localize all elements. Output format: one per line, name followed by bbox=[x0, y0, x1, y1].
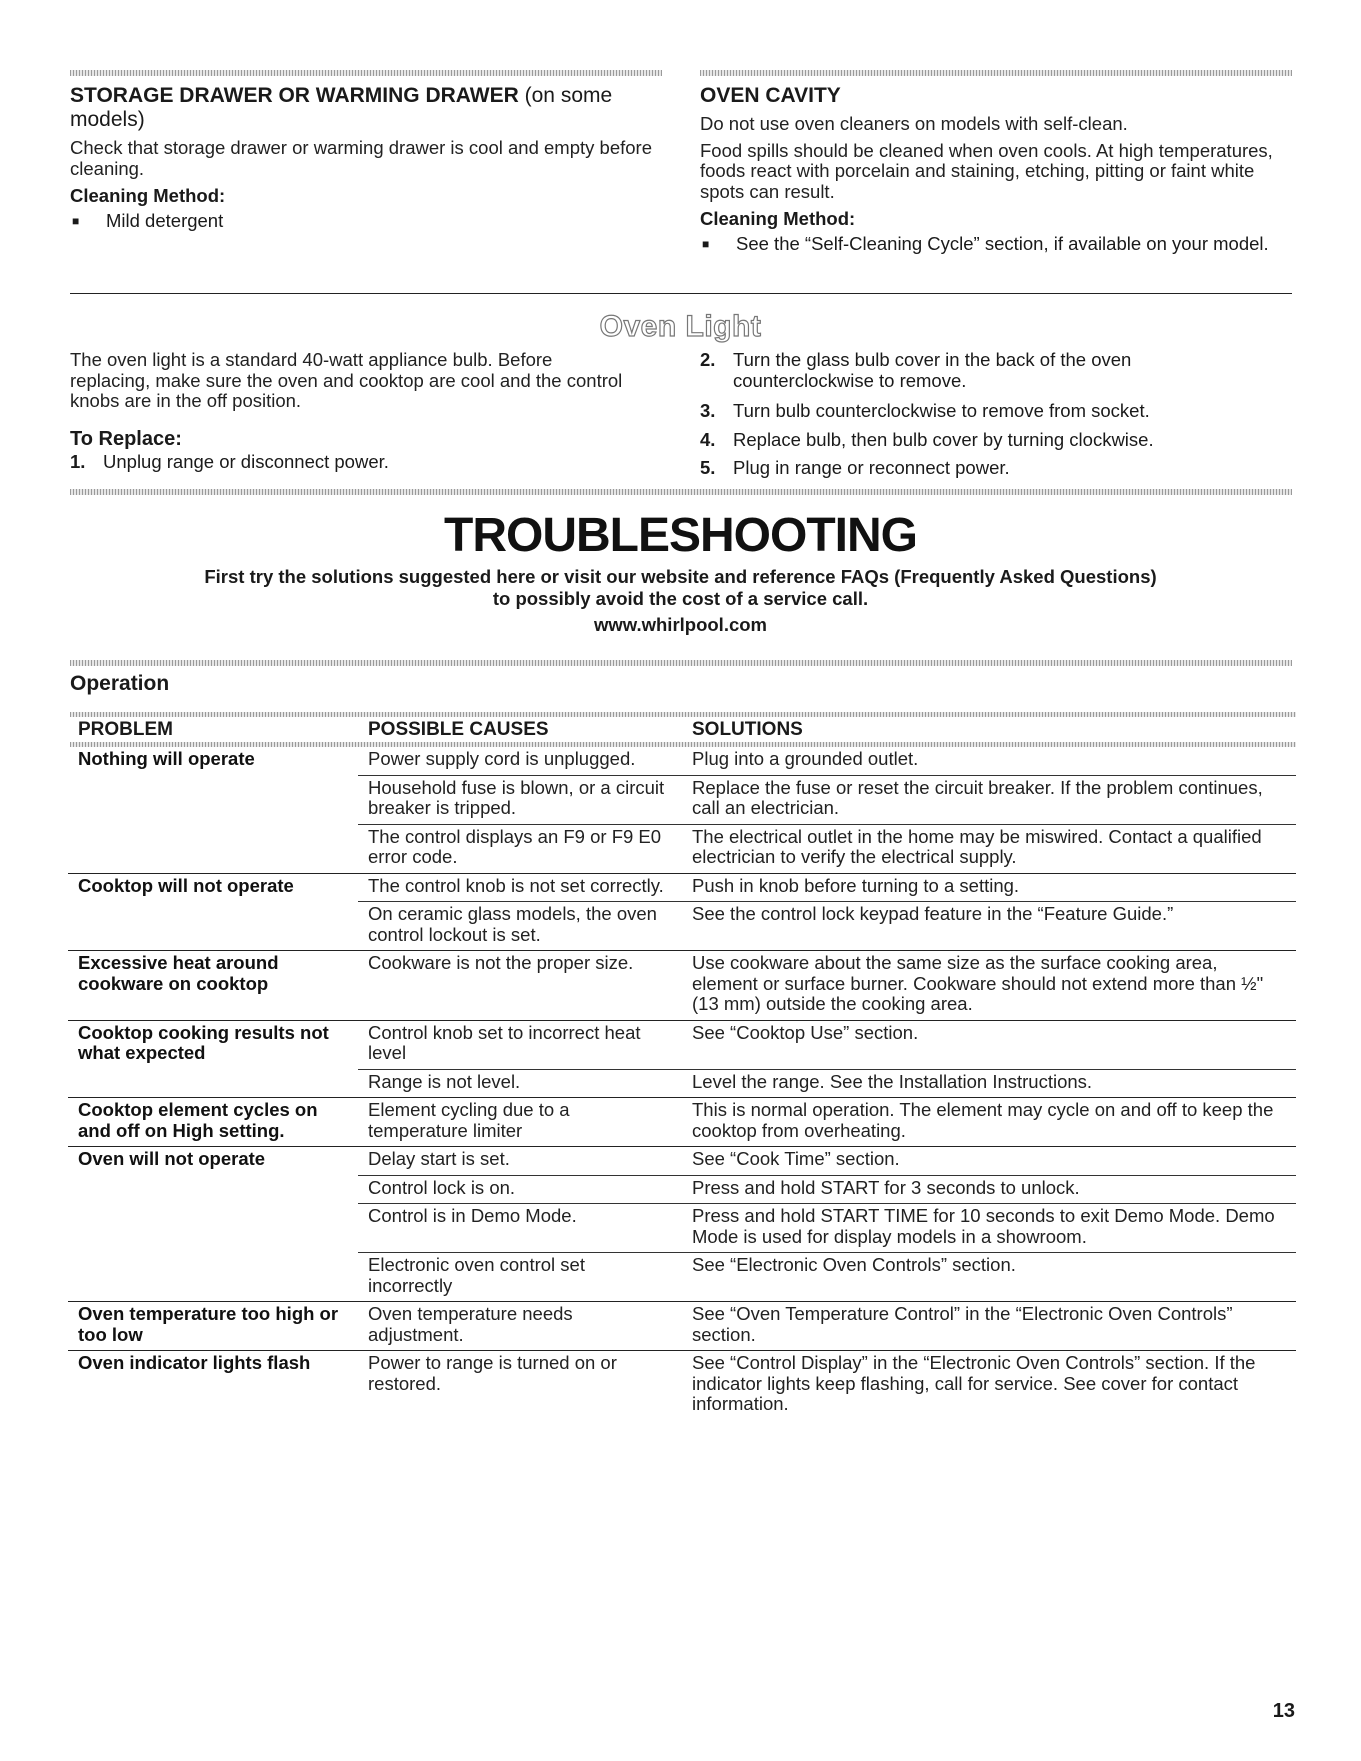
oven-light-right bbox=[700, 350, 1292, 487]
table-row: Range is not level. Level the range. See the Installation Instructions. bbox=[68, 1069, 1296, 1098]
list-item: 5. Plug in range or reconnect power. bbox=[700, 457, 1010, 478]
list-item: 2. Turn the glass bulb cover in the back of the oven counterclockwise to remove. bbox=[700, 349, 1132, 391]
storage-cleaning-method-label: Cleaning Method: bbox=[70, 185, 226, 206]
table-row: Household fuse is blown, or a circuit breaker is tripped. Replace the fuse or reset the circuit breaker. If the problem continues, call an electrician. bbox=[68, 775, 1296, 824]
troubleshooting-table-wrap bbox=[68, 716, 1296, 1420]
oven-light-title: Oven Light bbox=[599, 310, 762, 343]
table-row: Electronic oven control set incorrectly See “Electronic Oven Controls” section. bbox=[68, 1253, 1296, 1302]
top-hatch-right bbox=[700, 70, 1292, 76]
table-row: On ceramic glass models, the oven control lockout is set. See the control lock keypad feature in the “Feature Guide.” bbox=[68, 902, 1296, 951]
table-row: Oven temperature too high or too low Oven temperature needs adjustment. See “Oven Temperature Control” in the “Electronic Oven Controls” section. bbox=[68, 1302, 1296, 1351]
table-row: The control displays an F9 or F9 E0 error code. The electrical outlet in the home may be miswired. Contact a qualified electrician to verify the electrical supply. bbox=[68, 824, 1296, 873]
table-row: Oven will not operate Delay start is set. See “Cook Time” section. bbox=[68, 1147, 1296, 1176]
table-header-row bbox=[68, 716, 1296, 743]
oven-light-left bbox=[70, 350, 630, 480]
header-solutions: SOLUTIONS bbox=[692, 719, 803, 740]
table-row: Cooktop element cycles on and off on High setting. Element cycling due to a temperature limiter This is normal operation. The element may cycle on and off to keep the cooktop from overheating. bbox=[68, 1098, 1296, 1147]
table-row: Control is in Demo Mode. Press and hold START TIME for 10 seconds to exit Demo Mode. Demo Mode is used for display models in a showroom. bbox=[68, 1204, 1296, 1253]
oven-cavity-cleaning-method-label: Cleaning Method: bbox=[700, 208, 856, 229]
oven-cavity-section bbox=[700, 84, 1292, 255]
troubleshooting-intro: First try the solutions suggested here or visit our website and reference FAQs (Frequently Asked Questions) to possibly avoid the cost of a service call. www.whirlpool.com bbox=[0, 566, 1361, 636]
list-item: ■ See the “Self-Cleaning Cycle” section, if available on your model. bbox=[702, 233, 1269, 254]
header-causes: POSSIBLE CAUSES bbox=[368, 719, 549, 740]
square-bullet-icon: ■ bbox=[702, 237, 710, 251]
table-row: Control lock is on. Press and hold START for 3 seconds to unlock. bbox=[68, 1175, 1296, 1204]
operation-label: Operation bbox=[70, 672, 170, 695]
table-row: Nothing will operate Power supply cord is unplugged. Plug into a grounded outlet. bbox=[78, 748, 919, 769]
section-divider bbox=[70, 293, 1292, 294]
to-replace-label: To Replace: bbox=[70, 427, 182, 450]
storage-drawer-title: STORAGE DRAWER OR WARMING DRAWER (on some models) bbox=[70, 84, 613, 131]
list-item: 1. Unplug range or disconnect power. bbox=[70, 450, 389, 472]
oven-cavity-para1: Do not use oven cleaners on models with self-clean. bbox=[700, 113, 1128, 134]
square-bullet-icon: ■ bbox=[72, 214, 80, 228]
oven-light-intro: The oven light is a standard 40-watt appliance bulb. Before replacing, make sure the oven and cooktop are cool and the control knobs are in the off position. bbox=[70, 349, 623, 411]
oven-cavity-title: OVEN CAVITY bbox=[700, 84, 841, 107]
storage-drawer-section bbox=[70, 84, 660, 232]
intro-hatch bbox=[70, 660, 1292, 666]
table-row: Excessive heat around cookware on cooktop Cookware is not the proper size. Use cookware about the same size as the surface cooking area, element or surface burner. Cookware should not extend more than ½" (13 mm) outside the cooking area. bbox=[68, 951, 1296, 1021]
table-row: Oven indicator lights flash Power to range is turned on or restored. See “Control Display” in the “Electronic Oven Controls” section. If the indicator lights keep flashing, call for service. See cover for contact information. bbox=[68, 1351, 1296, 1420]
list-item: 4. Replace bulb, then bulb cover by turning clockwise. bbox=[700, 428, 1154, 450]
oven-cavity-para2: Food spills should be cleaned when oven cools. At high temperatures, foods react with porcelain and staining, etching, pitting or faint white spots can result. bbox=[700, 139, 1273, 202]
replace-steps-right bbox=[700, 350, 1292, 479]
table-row: Cooktop will not operate The control knob is not set correctly. Push in knob before turning to a setting. bbox=[68, 873, 1296, 902]
website-link[interactable]: www.whirlpool.com bbox=[593, 614, 767, 635]
list-item: ■ Mild detergent bbox=[72, 210, 224, 231]
page-number: 13 bbox=[1272, 1700, 1295, 1722]
replace-steps-left bbox=[70, 452, 630, 473]
troubleshooting-title: TROUBLESHOOTING bbox=[444, 509, 917, 562]
storage-drawer-body: Check that storage drawer or warming drawer is cool and empty before cleaning. bbox=[70, 137, 652, 179]
top-hatch-left bbox=[70, 70, 662, 76]
list-item: 3. Turn bulb counterclockwise to remove from socket. bbox=[700, 400, 1150, 421]
troubleshooting-table bbox=[68, 716, 1296, 1420]
header-problem: PROBLEM bbox=[78, 719, 173, 740]
mid-hatch bbox=[70, 489, 1292, 495]
table-row: Cooktop cooking results not what expected Control knob set to incorrect heat level See “Cooktop Use” section. bbox=[68, 1020, 1296, 1069]
